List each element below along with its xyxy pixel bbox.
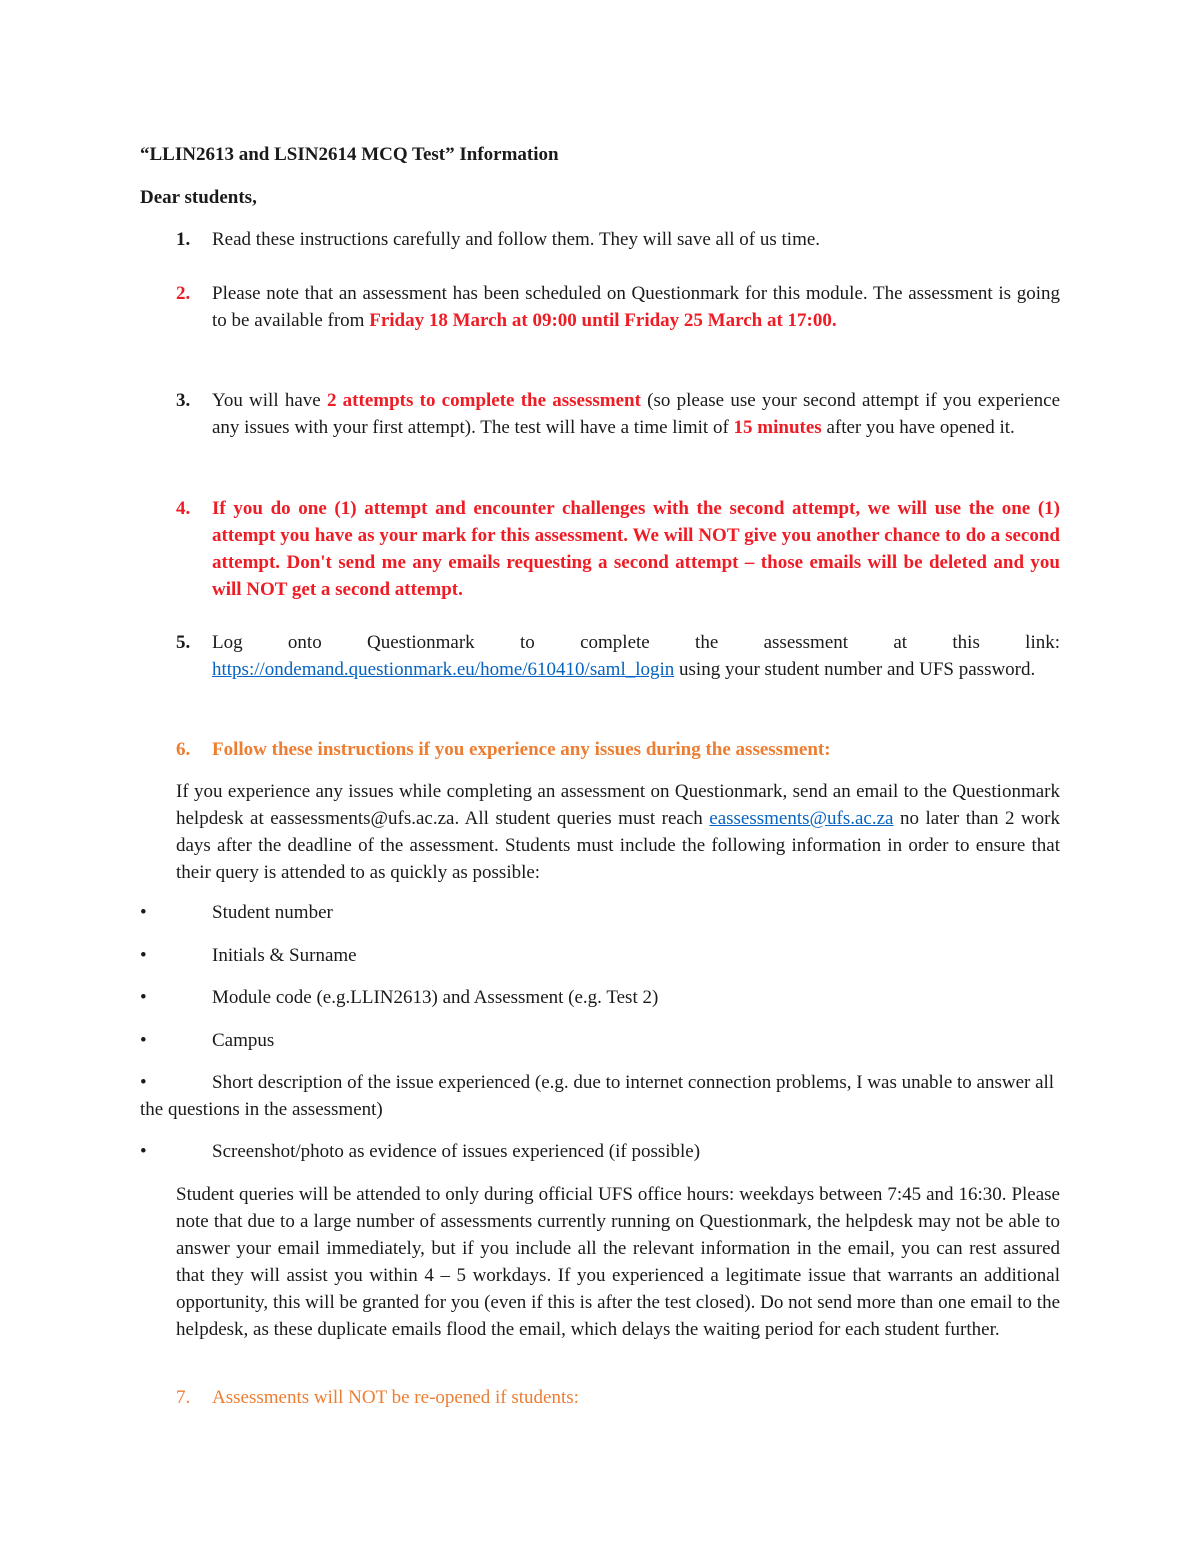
bullet-glyph: •	[140, 1072, 147, 1093]
item-text-part: You will have	[212, 390, 327, 411]
helpdesk-email-link[interactable]: eassessments@ufs.ac.za	[709, 808, 894, 829]
item-text-heading: Follow these instructions if you experience any issues during the assessment:	[212, 739, 831, 760]
list-item	[140, 1069, 1060, 1123]
item-number: 6.	[176, 739, 191, 760]
list-item	[140, 1138, 1060, 1165]
item-text-heading: Assessments will NOT be re-opened if students:	[212, 1387, 579, 1408]
bullet-glyph: •	[140, 1141, 147, 1162]
list-item	[140, 942, 1060, 969]
item-text-warning: If you do one (1) attempt and encounter challenges with the second attempt, we will use the one (1) attempt you have as your mark for this assessment. We will NOT give you another chance to do a second attempt. Don't send me any emails requesting a second attempt – those emails will be deleted and you will NOT get a second attempt.	[212, 498, 1060, 600]
item-text	[212, 280, 1060, 334]
item-text	[212, 629, 1060, 683]
document-title: “LLIN2613 and LSIN2614 MCQ Test” Information	[140, 144, 559, 165]
issues-paragraph	[176, 778, 1060, 886]
item-number: 4.	[176, 498, 191, 519]
attempts-highlight: 2 attempts to complete the assessment	[326, 390, 641, 411]
bullet-glyph: •	[140, 987, 147, 1008]
office-hours-paragraph: Student queries will be attended to only during official UFS office hours: weekdays between 7:45 and 16:30. Please note that due to a large number of assessments currently running on Questionmark, the helpdesk may not be able to answer your email immediately, but if you include all the relevant information in the email, you can rest assured that they will assist you within 4 – 5 workdays. If you experienced a legitimate issue that warrants an additional opportunity, this will be granted for you (even if this is after the test closed). Do not send more than one email to the helpdesk, as these duplicate emails flood the email, which delays the waiting period for each student further.	[176, 1184, 1060, 1340]
list-item-text: Screenshot/photo as evidence of issues experienced (if possible)	[212, 1141, 701, 1162]
instruction-item-6	[176, 736, 1060, 763]
item-number: 3.	[176, 390, 191, 411]
item-number: 2.	[176, 283, 191, 304]
item-number: 5.	[176, 632, 191, 653]
item-number: 7.	[176, 1387, 191, 1408]
questionmark-login-link[interactable]: https://ondemand.questionmark.eu/home/610410/saml_login	[212, 659, 675, 680]
item-number: 1.	[176, 229, 191, 250]
bullet-glyph: •	[140, 902, 147, 923]
instruction-item-3	[176, 387, 1060, 441]
list-item	[140, 1027, 1060, 1054]
bullet-glyph: •	[140, 1030, 147, 1051]
list-item	[140, 899, 1060, 926]
bullet-glyph: •	[140, 945, 147, 966]
item-text-part: (so please use your second attempt if you experience any issues with your first attempt). The test will have a time limit of	[212, 390, 1060, 438]
list-item	[140, 984, 1060, 1011]
instruction-item-2	[176, 280, 1060, 334]
instruction-item-1	[176, 226, 1060, 253]
list-item-text: Short description of the issue experienced (e.g. due to internet connection problems, I was unable to answer all the questions in the assessment)	[140, 1072, 1055, 1120]
time-limit-highlight: 15 minutes	[733, 417, 822, 438]
list-item-text: Module code (e.g.LLIN2613) and Assessment (e.g. Test 2)	[212, 987, 659, 1008]
instruction-item-7	[176, 1384, 1060, 1411]
instruction-item-4	[176, 495, 1060, 603]
item-text-part: using your student number and UFS password.	[674, 659, 1036, 680]
paragraph-text: If you experience any issues while completing an assessment on Questionmark, send an email to the Questionmark helpdesk at eassessments@ufs.ac.za. All student queries must reach	[176, 781, 1060, 829]
list-item-text: Campus	[212, 1030, 275, 1051]
paragraph-text: no later than 2 work days after the deadline of the assessment. Students must include the following information in order to ensure that their query is attended to as quickly as possible:	[176, 808, 1060, 883]
list-item-text: Student number	[212, 902, 333, 923]
item-text-part: after you have opened it.	[821, 417, 1015, 438]
item-text: Read these instructions carefully and follow them. They will save all of us time.	[212, 229, 821, 250]
item-text-part: Log onto Questionmark to complete the assessment at this link:	[212, 632, 1060, 653]
list-item-text: Initials & Surname	[212, 945, 357, 966]
item-text	[212, 387, 1060, 441]
item-text-part: Please note that an assessment has been scheduled on Questionmark for this module. The assessment is going to be available from	[212, 283, 1060, 331]
instruction-item-5	[176, 629, 1060, 683]
salutation: Dear students,	[140, 187, 257, 208]
availability-dates: Friday 18 March at 09:00 until Friday 25 March at 17:00.	[369, 310, 837, 331]
